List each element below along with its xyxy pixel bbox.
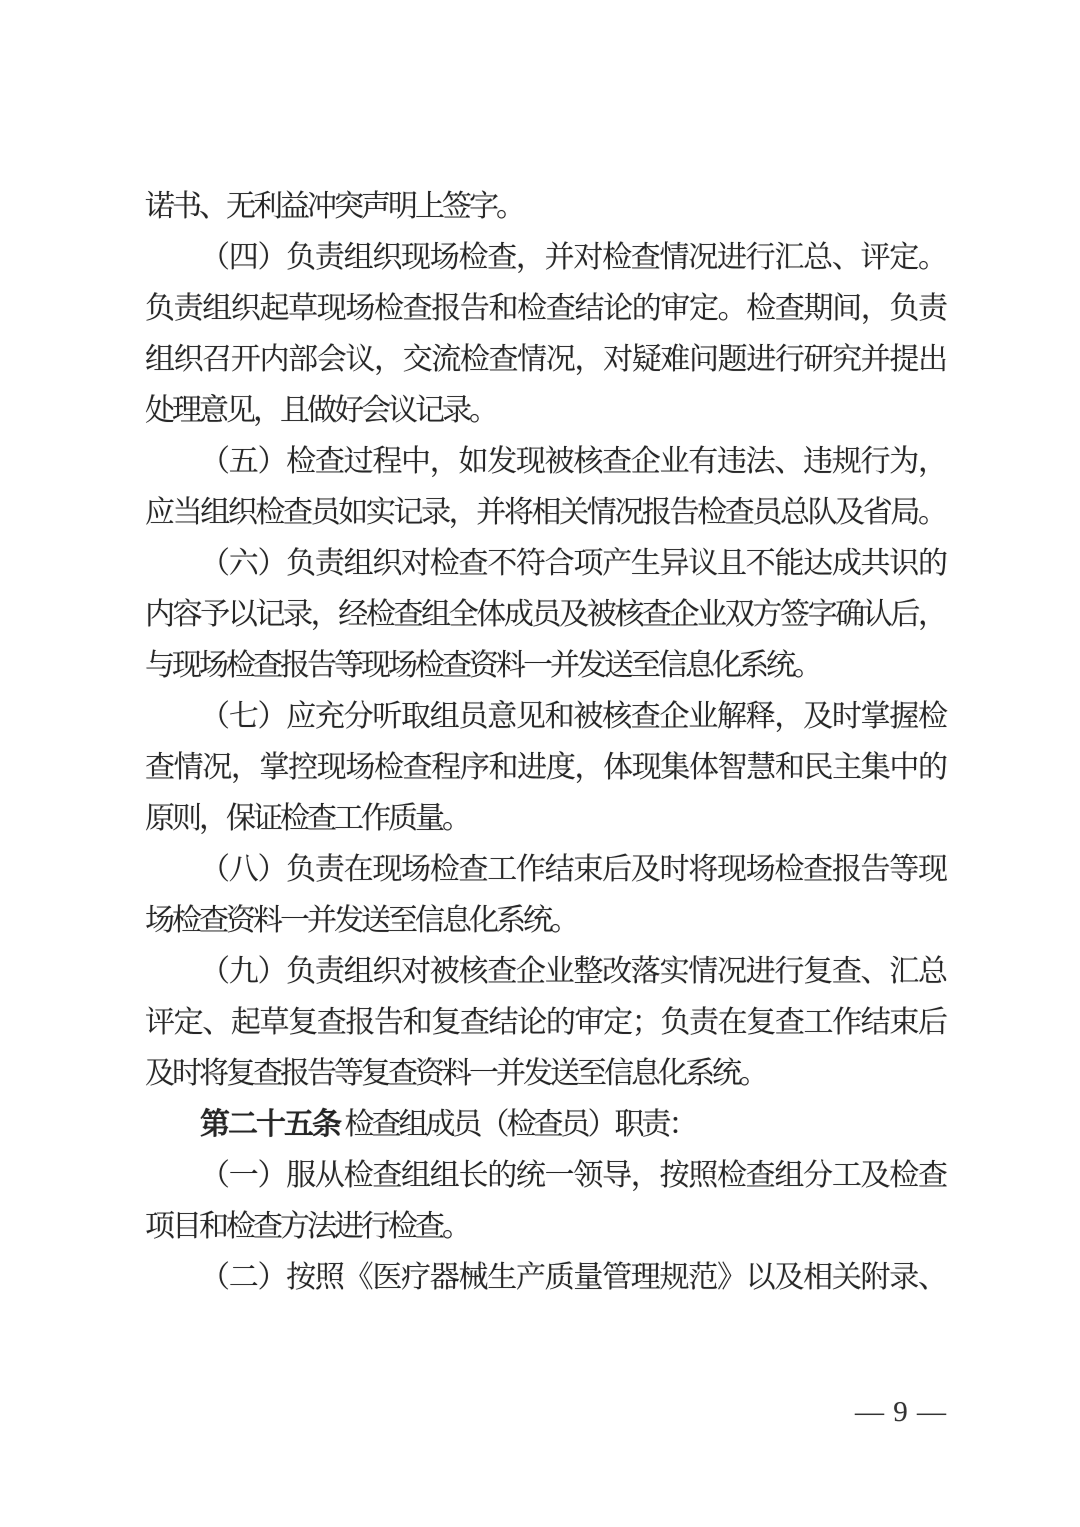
text-line: （五）检查过程中，如发现被核查企业有违法、违规行为，: [200, 445, 945, 478]
text-line: （九）负责组织对被核查企业整改落实情况进行复查、汇总: [200, 955, 945, 988]
text-line: 及时将复查报告等复查资料一并发送至信息化系统。: [145, 1057, 766, 1090]
text-line: 评定、起草复查报告和复查结论的审定；负责在复查工作结束后: [145, 1006, 945, 1039]
text-line: 应当组织检查员如实记录，并将相关情况报告检查员总队及省局。: [145, 496, 945, 529]
text-line: 组织召开内部会议，交流检查情况，对疑难问题进行研究并提出: [145, 343, 945, 376]
text-line: （六）负责组织对检查不符合项产生异议且不能达成共识的: [200, 547, 945, 580]
text-line: 原则，保证检查工作质量。: [145, 802, 469, 835]
document-body: [145, 181, 945, 1303]
page-number: — 9 —: [855, 1396, 947, 1428]
text-line: 诺书、无利益冲突声明上签字。: [145, 190, 523, 223]
article-number: 第二十五条: [200, 1108, 340, 1141]
text-line: 第二十五条 检查组成员（检查员）职责：: [200, 1108, 696, 1141]
text-line: 查情况，掌控现场检查程序和进度，体现集体智慧和民主集中的: [145, 751, 945, 784]
text-line: （七）应充分听取组员意见和被核查企业解释，及时掌握检: [200, 700, 945, 733]
text-line: 处理意见，且做好会议记录。: [145, 394, 496, 427]
text-line: 项目和检查方法进行检查。: [145, 1210, 469, 1243]
text-line: （四）负责组织现场检查，并对检查情况进行汇总、评定。: [200, 241, 945, 274]
text-line: 与现场检查报告等现场检查资料一并发送至信息化系统。: [145, 649, 820, 682]
text-line: （一）服从检查组组长的统一领导，按照检查组分工及检查: [200, 1159, 945, 1192]
text-line: 场检查资料一并发送至信息化系统。: [145, 904, 577, 937]
text-line: （二）按照《医疗器械生产质量管理规范》以及相关附录、: [200, 1261, 945, 1294]
text-line: 负责组织起草现场检查报告和检查结论的审定。检查期间，负责: [145, 292, 945, 325]
text-line: 内容予以记录，经检查组全体成员及被核查企业双方签字确认后，: [145, 598, 945, 631]
text-line: （八）负责在现场检查工作结束后及时将现场检查报告等现: [200, 853, 945, 886]
